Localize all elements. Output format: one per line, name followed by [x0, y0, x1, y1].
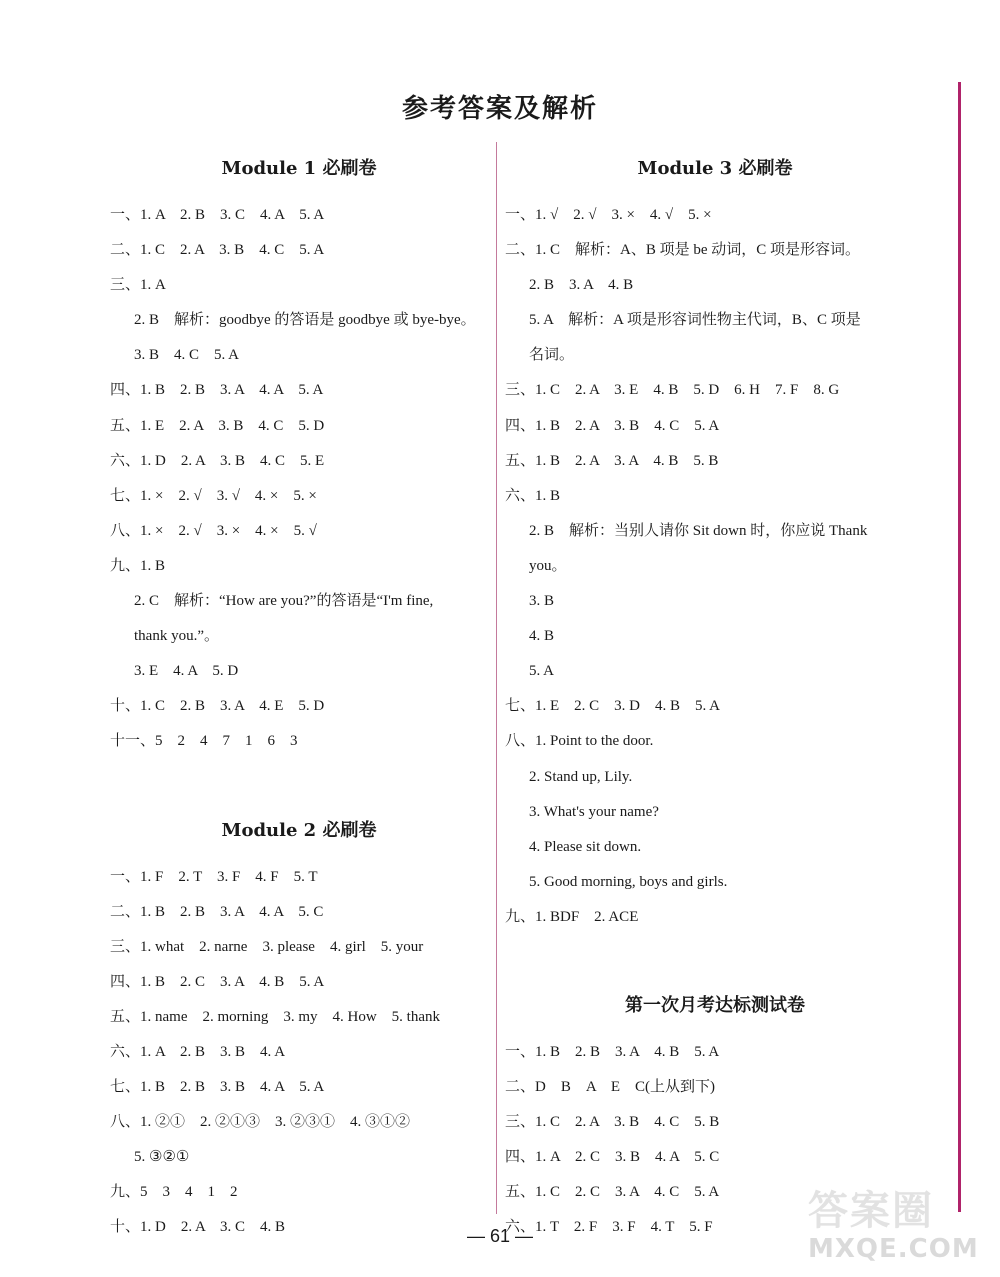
answer-line: 3. E 4. A 5. D — [134, 663, 239, 680]
right-column — [505, 140, 925, 1246]
answer-line: 九、1. BDF 2. ACE — [505, 908, 639, 925]
answer-line: 5. A 解析：A 项是形容词性物主代词，B、C 项是 — [529, 312, 861, 329]
answer-line: 五、1. B 2. A 3. A 4. B 5. B — [505, 452, 719, 469]
section-spacer — [110, 760, 488, 802]
section-title: 第一次月考达标测试卷 — [625, 994, 805, 1016]
answer-line: 2. Stand up, Lily. — [529, 768, 633, 785]
section-spacer — [505, 935, 925, 977]
answer-line: 二、1. B 2. B 3. A 4. A 5. C — [110, 903, 324, 920]
answer-line: 七、1. E 2. C 3. D 4. B 5. A — [505, 698, 721, 715]
page-number: — 61 — — [466, 1226, 534, 1246]
answer-line: 4. Please sit down. — [529, 838, 642, 855]
answer-line: 九、5 3 4 1 2 — [110, 1184, 238, 1201]
answer-line: 三、1. C 2. A 3. B 4. C 5. B — [505, 1114, 720, 1131]
answer-line: 八、1. Point to the door. — [505, 733, 654, 750]
answer-line: 2. C 解析：“How are you?”的答语是“I'm fine, — [134, 593, 434, 610]
answer-line: 5. A — [529, 663, 555, 680]
answer-line: 一、1. A 2. B 3. C 4. A 5. A — [110, 207, 325, 223]
section-title: Module 1 必刷卷 — [221, 158, 377, 179]
answer-line: 七、1. B 2. B 3. B 4. A 5. A — [110, 1079, 325, 1096]
answer-line: 五、1. E 2. A 3. B 4. C 5. D — [110, 417, 325, 434]
answer-line: 3. B — [529, 593, 555, 610]
answer-line: 十一、5 2 4 7 1 6 3 — [110, 733, 298, 750]
answer-line: 六、1. B — [505, 487, 561, 504]
answer-line: 二、D B A E C(上从到下) — [505, 1079, 716, 1096]
answer-line: 六、1. D 2. A 3. B 4. C 5. E — [110, 452, 325, 469]
answer-line: 一、1. F 2. T 3. F 4. F 5. T — [110, 868, 318, 885]
left-column — [110, 140, 488, 1246]
answer-line: 2. B 解析：当别人请你 Sit down 时，你应说 Thank — [529, 522, 868, 539]
answer-line: 2. B 解析：goodbye 的答语是 goodbye 或 bye-bye。 — [134, 312, 476, 329]
answer-line: 三、1. C 2. A 3. E 4. B 5. D 6. H 7. F 8. G — [505, 382, 840, 399]
answer-line: 5. Good morning, boys and girls. — [529, 873, 728, 890]
answer-line: 3. What's your name? — [529, 803, 659, 820]
answer-line: 五、1. name 2. morning 3. my 4. How 5. thank — [110, 1008, 440, 1025]
answer-line: 一、1. √ 2. √ 3. × 4. √ 5. × — [505, 207, 712, 223]
answer-line: 二、1. C 2. A 3. B 4. C 5. A — [110, 242, 325, 259]
margin-bar — [958, 82, 961, 1212]
answer-line: 四、1. B 2. C 3. A 4. B 5. A — [110, 973, 325, 990]
page-title: 参考答案及解析 — [401, 94, 598, 124]
section-title: Module 2 必刷卷 — [221, 819, 377, 841]
answer-line: 六、1. T 2. F 3. F 4. T 5. F — [505, 1219, 713, 1236]
answer-line: 八、1. × 2. √ 3. × 4. × 5. √ — [110, 522, 317, 539]
answer-line: 名词。 — [529, 347, 575, 364]
answer-line: 六、1. A 2. B 3. B 4. A — [110, 1043, 286, 1060]
watermark-text: 答案圈 — [808, 1188, 934, 1234]
section-title: Module 3 必刷卷 — [637, 158, 793, 179]
answer-line: 九、1. B — [110, 557, 166, 574]
answer-line: 三、1. A — [110, 277, 166, 294]
answer-line: 七、1. × 2. √ 3. √ 4. × 5. × — [110, 487, 317, 504]
answer-line: 四、1. B 2. A 3. B 4. C 5. A — [505, 417, 720, 434]
answer-line: 二、1. C 解析：A、B 项是 be 动词，C 项是形容词。 — [505, 242, 861, 259]
answer-line: 四、1. B 2. B 3. A 4. A 5. A — [110, 382, 324, 399]
answer-line: 四、1. A 2. C 3. B 4. A 5. C — [505, 1149, 720, 1166]
answer-line: 5. ③②① — [134, 1149, 190, 1166]
answer-line: 一、1. B 2. B 3. A 4. B 5. A — [505, 1043, 720, 1060]
answer-line: 十、1. C 2. B 3. A 4. E 5. D — [110, 698, 325, 715]
answer-line: thank you.”。 — [134, 628, 219, 645]
column-divider — [496, 142, 497, 1214]
watermark-url: MXQE.COM — [808, 1234, 979, 1264]
watermark-logo — [808, 1188, 979, 1270]
answer-line: 十、1. D 2. A 3. C 4. B — [110, 1219, 286, 1236]
answer-line: 4. B — [529, 628, 555, 645]
answer-line: 八、1. ②① 2. ②①③ 3. ②③① 4. ③①② — [110, 1114, 411, 1131]
answer-line: you。 — [529, 557, 567, 574]
answer-line: 五、1. C 2. C 3. A 4. C 5. A — [505, 1184, 720, 1201]
answer-line: 3. B 4. C 5. A — [134, 347, 240, 364]
answer-line: 2. B 3. A 4. B — [529, 277, 634, 294]
answer-line: 三、1. what 2. narne 3. please 4. girl 5. your — [110, 938, 424, 955]
